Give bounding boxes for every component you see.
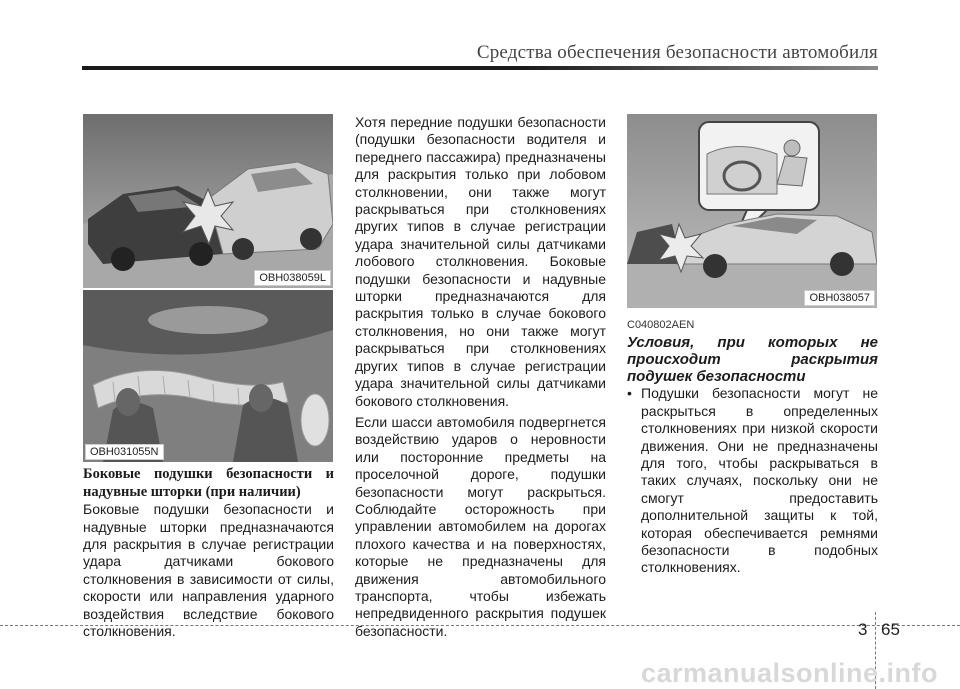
figure-code-label: OBH031055N [85, 444, 164, 460]
side-collision-illustration [83, 114, 333, 288]
bullet-mark: • [627, 385, 632, 402]
left-column [83, 466, 334, 640]
right-column [627, 317, 878, 577]
figure-side-collision [83, 114, 333, 288]
middle-column [355, 114, 606, 640]
page-number: 65 [881, 620, 900, 639]
figure-code-label: OBH038059L [254, 270, 331, 286]
page-header-title: Средства обеспечения безопасности автомобиля [476, 42, 878, 63]
watermark: carmanualsonline.info [640, 658, 938, 688]
section-title: Условия, при которых не происходит раскрытия подушек безопасности [627, 334, 878, 386]
figure-curtain-airbag [83, 290, 333, 462]
section-code: C040802AEN [627, 319, 695, 331]
curtain-airbag-illustration [83, 290, 333, 462]
figure-rear-impact [627, 114, 877, 308]
chapter-number: 3 [858, 620, 868, 639]
header-rule [82, 66, 878, 70]
footer-rule [0, 625, 960, 626]
left-body: Боковые подушки безопасности и надувные шторки предназначаются для раскрытия в случае регистрации удара датчиками бокового столкновения в зависимости от силы, скорости или направления ударного воздействия вследствие бокового столкновения. [83, 501, 334, 640]
rear-impact-illustration [627, 114, 877, 308]
left-caption: Боковые подушки безопасности и надувные шторки (при наличии) [83, 466, 334, 500]
bullet-text: Подушки безопасности могут не раскрыться в определенных столкновениях при низкой скорости движения. Они не предназначены для того, чтобы раскрываться в таких случаях, поскольку они не смогут предоставить дополнительной защиты к той, которая обеспечивается ремнями безопасности в подобных столкновениях. [641, 385, 878, 576]
figure-code-label: OBH038057 [804, 290, 875, 306]
middle-paragraph-2: Если шасси автомобиля подвергнется воздействию ударов о неровности или посторонние предметы на проселочной дороге, подушки безопасности могут раскрыться. Соблюдайте осторожность при управлении автомобилем на дорогах плохого качества и на поверхностях, которые не предназначены для движения автомобильного транспорта, чтобы избежать непредвиденного раскрытия подушек безопасности. [355, 413, 606, 639]
middle-paragraph-1: Хотя передние подушки безопасности (подушки безопасности водителя и переднего пассажира) предназначены для раскрытия только при лобовом столкновении, они также могут раскрываться при столкновениях других типов в случае регистрации удара значительной силы датчиками лобового столкновения. Боковые подушки безопасности и надувные шторки предназначаются для раскрытия только в случае бокового столкновения, но они также могут раскрываться при столкновениях других типов в случае регистрации удара значительной силы датчиками бокового столкновения. [355, 114, 606, 409]
bullet-item [627, 385, 878, 576]
